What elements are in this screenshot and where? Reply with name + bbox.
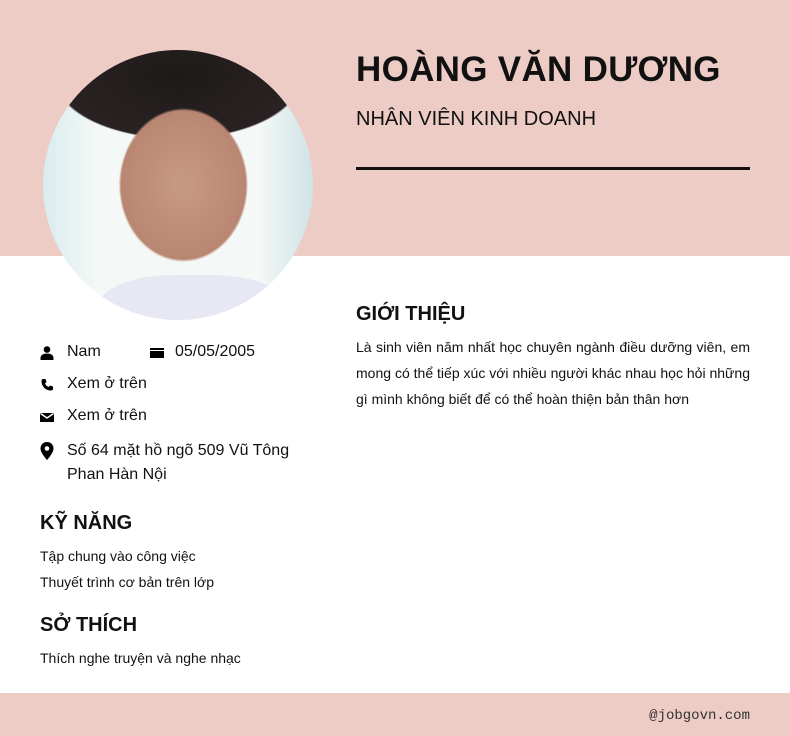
hobby-item: Thích nghe truyện và nghe nhạc bbox=[40, 650, 241, 666]
email-value: Xem ở trên bbox=[67, 407, 147, 424]
address-row bbox=[40, 439, 289, 487]
skills-heading: KỸ NĂNG bbox=[40, 512, 133, 534]
watermark: @jobgovn.com bbox=[649, 708, 750, 724]
phone-row bbox=[40, 375, 147, 393]
envelope-icon bbox=[40, 410, 54, 424]
divider bbox=[356, 167, 750, 170]
gender-row bbox=[40, 343, 101, 361]
intro-heading: GIỚI THIỆU bbox=[356, 303, 466, 325]
person-icon bbox=[40, 346, 54, 360]
intro-text: Là sinh viên năm nhất học chuyên ngành điều dưỡng viên, em mong có thể tiếp xúc với nhiều người khác nhau học hỏi những gì mình không biết để có thể hoàn thiện bản thân hơn bbox=[356, 339, 750, 407]
candidate-name: HOÀNG VĂN DƯƠNG bbox=[356, 50, 721, 89]
location-pin-icon bbox=[40, 442, 54, 460]
hobbies-heading: SỞ THÍCH bbox=[40, 614, 138, 636]
email-row bbox=[40, 407, 147, 425]
address-line-2: Phan Hàn Nội bbox=[67, 466, 167, 483]
calendar-icon bbox=[150, 346, 164, 360]
footer-band bbox=[0, 693, 790, 736]
profile-photo bbox=[43, 50, 313, 320]
phone-icon bbox=[40, 378, 54, 392]
birthday-value: 05/05/2005 bbox=[175, 343, 256, 360]
job-title: NHÂN VIÊN KINH DOANH bbox=[356, 108, 597, 130]
gender-value: Nam bbox=[67, 343, 101, 360]
skill-item: Thuyết trình cơ bản trên lớp bbox=[40, 574, 215, 590]
skill-item: Tập chung vào công việc bbox=[40, 548, 196, 564]
phone-value: Xem ở trên bbox=[67, 375, 147, 392]
address-line-1: Số 64 mặt hồ ngõ 509 Vũ Tông bbox=[67, 442, 290, 459]
birthday-row bbox=[150, 343, 255, 361]
